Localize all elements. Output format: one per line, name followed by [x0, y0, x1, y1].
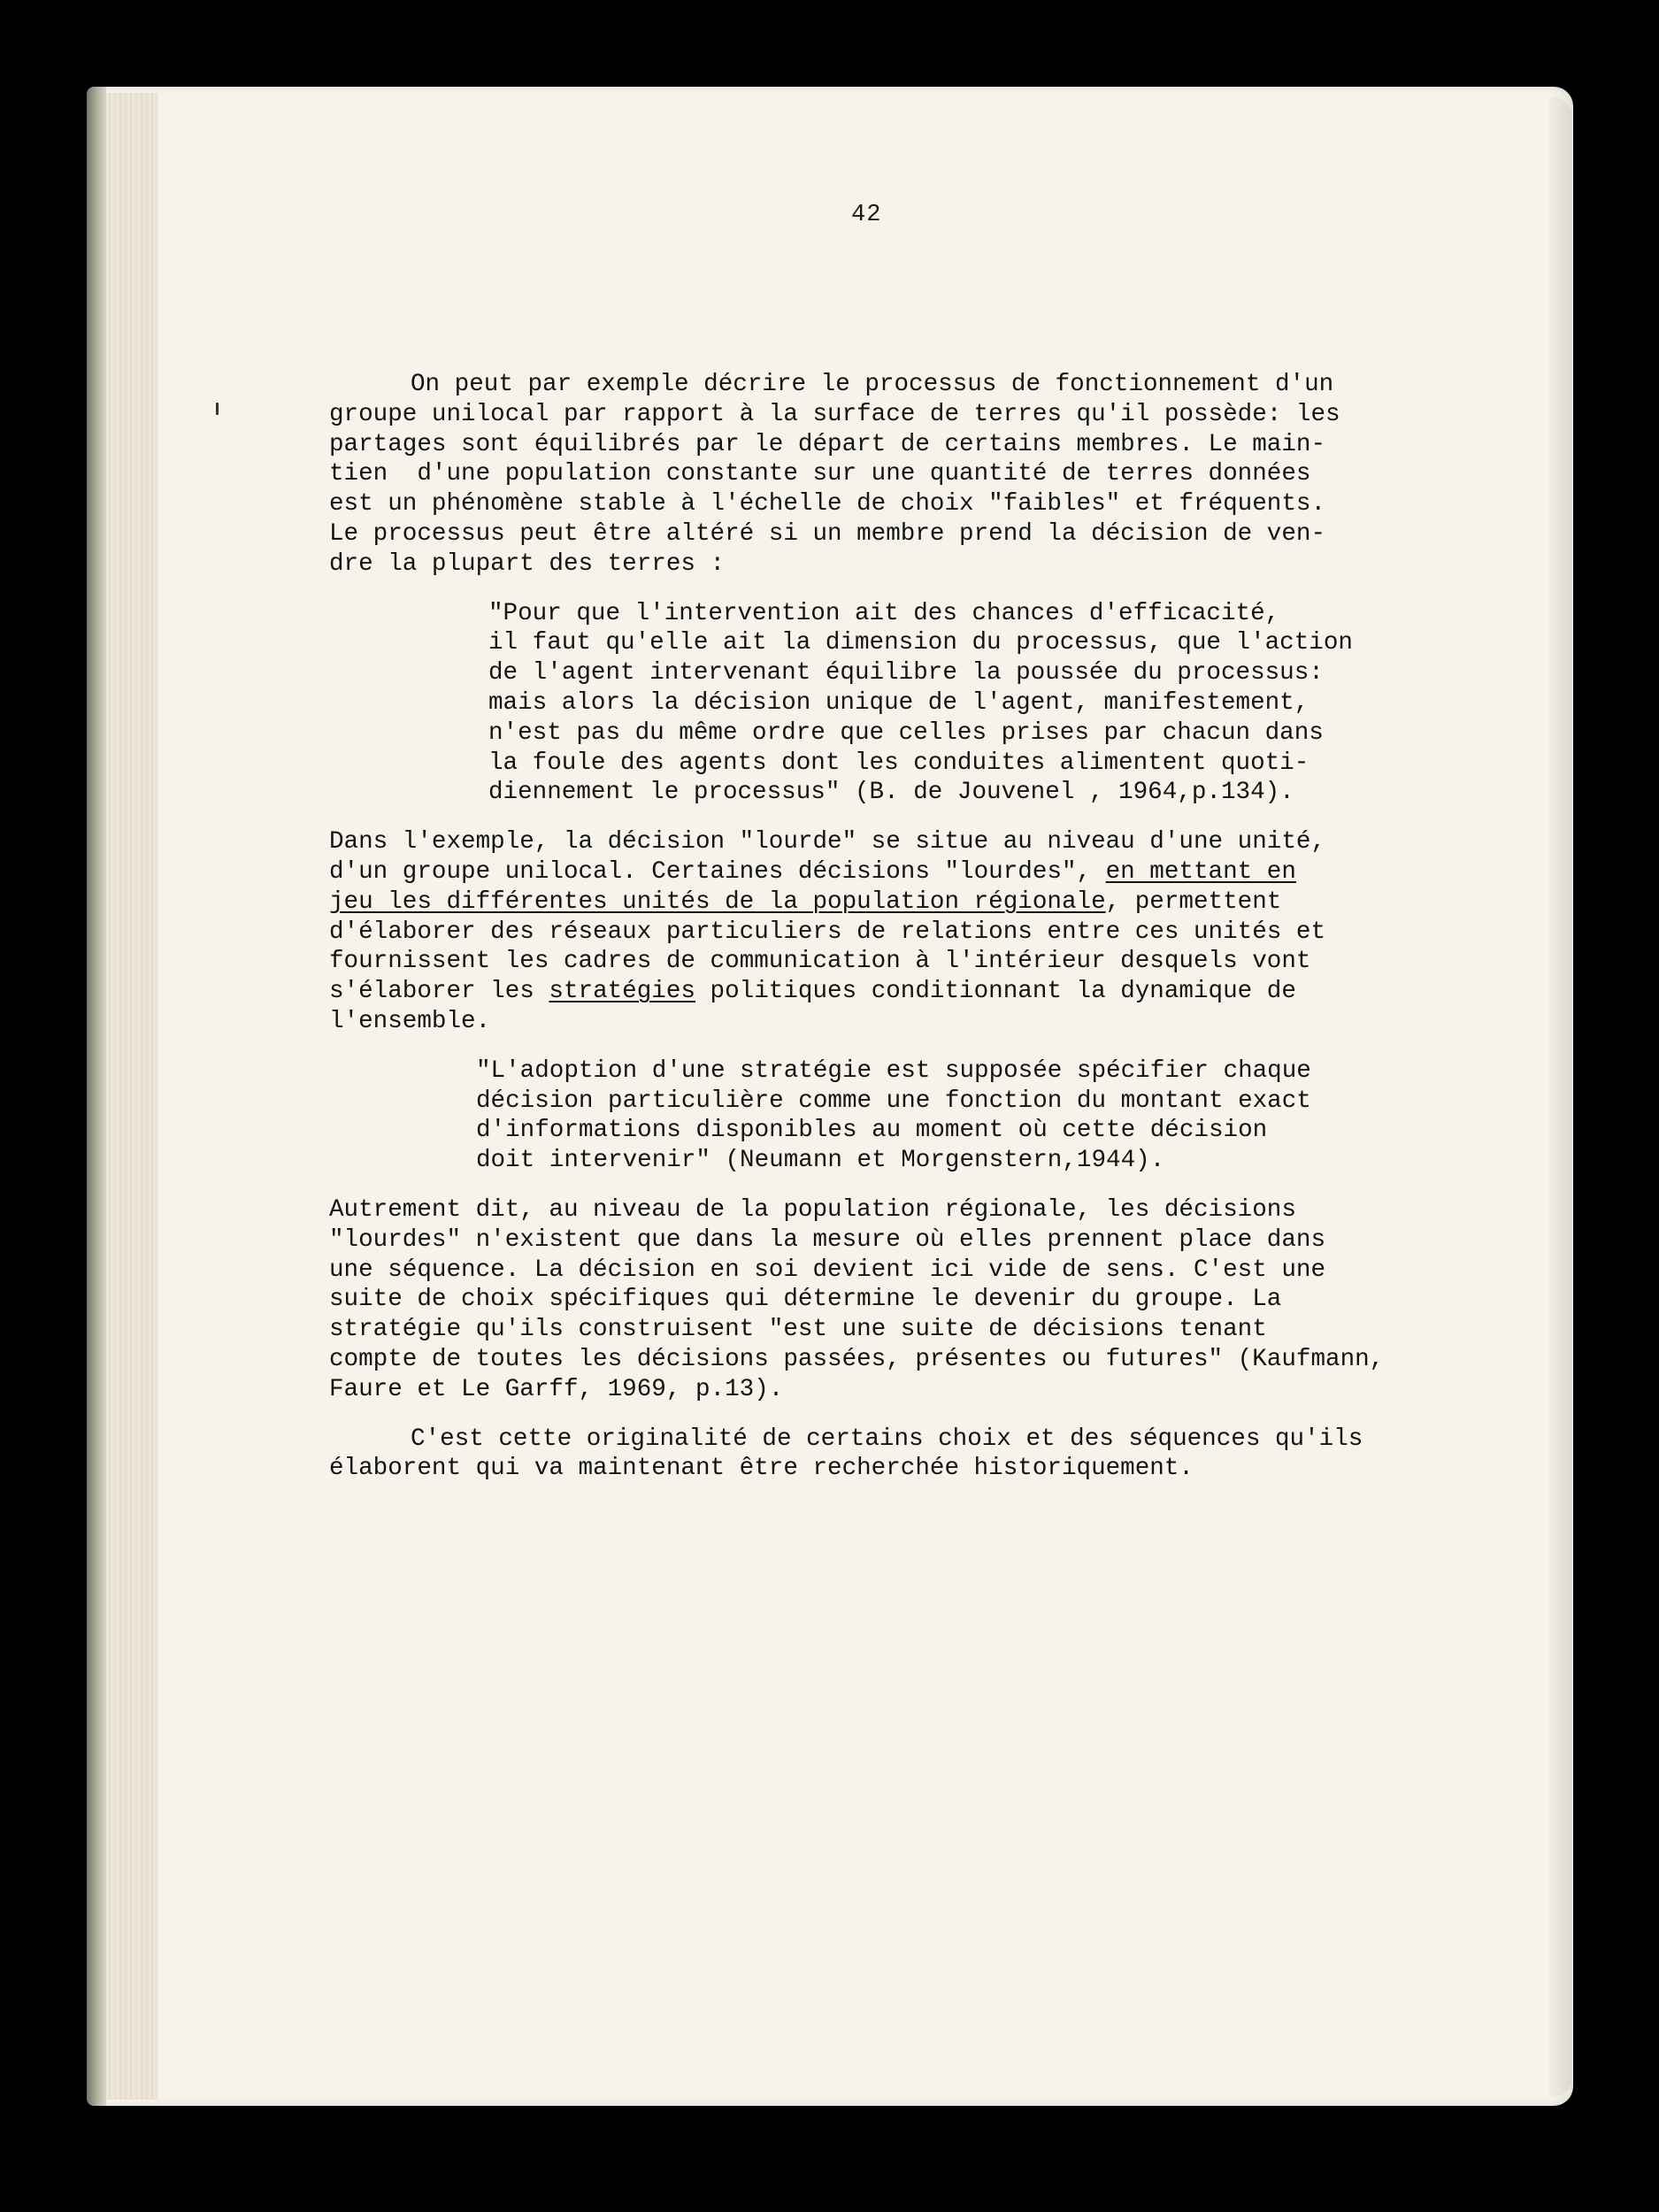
- paragraph-4: [329, 1425, 1471, 1485]
- text-line: dre la plupart des terres :: [329, 549, 726, 578]
- paragraph-3: [329, 1195, 1471, 1405]
- quote-line: "L'adoption d'une stratégie est supposée spécifier chaque: [476, 1056, 1311, 1085]
- underlined-word: stratégies: [549, 978, 695, 1006]
- quote-neumann: [329, 1056, 1471, 1176]
- underlined-phrase: en mettant en: [1105, 857, 1296, 886]
- text-line: élaborent qui va maintenant être recherchée historiquement.: [329, 1455, 1194, 1483]
- text-span: s'élaborer les: [329, 978, 549, 1006]
- text-line: Faure et Le Garff, 1969, p.13).: [329, 1375, 784, 1403]
- book-spine: [87, 87, 106, 2106]
- paragraph-2: [329, 827, 1471, 1037]
- text-line: une séquence. La décision en soi devient ici vide de sens. C'est une: [329, 1256, 1326, 1284]
- text-line: suite de choix spécifiques qui détermine le devenir du groupe. La: [329, 1286, 1282, 1314]
- text-line: [329, 977, 1471, 1007]
- page-stack-edge: [106, 93, 157, 2100]
- text-line: [329, 857, 1471, 887]
- quote-line: doit intervenir" (Neumann et Morgenstern,1944).: [476, 1147, 1165, 1175]
- quote-line: d'informations disponibles au moment où cette décision: [476, 1117, 1268, 1145]
- quote-line: décision particulière comme une fonction du montant exact: [476, 1087, 1311, 1115]
- paragraph-1: [329, 370, 1471, 580]
- quote-jouvenel: [329, 599, 1471, 809]
- text-line: d'élaborer des réseaux particuliers de relations entre ces unités et: [329, 918, 1326, 946]
- margin-mark: [216, 403, 219, 415]
- text-line: groupe unilocal par rapport à la surface de terres qu'il possède: les: [329, 400, 1340, 428]
- text-span: d'un groupe unilocal. Certaines décisions "lourdes",: [329, 857, 1106, 886]
- text-line: l'ensemble.: [329, 1007, 491, 1035]
- text-line: partages sont équilibrés par le départ de certains membres. Le main-: [329, 430, 1326, 458]
- quote-line: mais alors la décision unique de l'agent, manifestement,: [488, 688, 1310, 717]
- quote-line: "Pour que l'intervention ait des chances d'efficacité,: [488, 599, 1280, 627]
- text-line: compte de toutes les décisions passées, présentes ou futures" (Kaufmann,: [329, 1345, 1385, 1373]
- body-text: [329, 370, 1471, 1484]
- text-span: , permettent: [1105, 887, 1282, 916]
- text-line: Dans l'exemple, la décision "lourde" se situe au niveau d'une unité,: [329, 828, 1326, 856]
- quote-line: il faut qu'elle ait la dimension du processus, que l'action: [488, 629, 1353, 657]
- text-line: On peut par exemple décrire le processus de fonctionnement d'un: [411, 371, 1334, 398]
- text-line: Le processus peut être altéré si un membre prend la décision de ven-: [329, 519, 1326, 548]
- quote-line: diennement le processus" (B. de Jouvenel , 1964,p.134).: [488, 779, 1294, 807]
- page-right-edge: [1548, 97, 1571, 2097]
- text-line: C'est cette originalité de certains choix et des séquences qu'ils: [411, 1425, 1363, 1453]
- text-line: fournissent les cadres de communication à l'intérieur desquels vont: [329, 948, 1311, 976]
- quote-line: n'est pas du même ordre que celles prises par chacun dans: [488, 718, 1324, 747]
- text-line: tien d'une population constante sur une quantité de terres données: [329, 460, 1311, 488]
- page-number: 42: [851, 202, 882, 228]
- text-line: "lourdes" n'existent que dans la mesure où elles prennent place dans: [329, 1225, 1326, 1254]
- text-span: politiques conditionnant la dynamique de: [695, 978, 1296, 1006]
- text-line: [329, 887, 1471, 918]
- text-line: stratégie qu'ils construisent "est une suite de décisions tenant: [329, 1316, 1267, 1344]
- text-line: Autrement dit, au niveau de la population régionale, les décisions: [329, 1195, 1296, 1224]
- underlined-phrase: jeu les différentes unités de la population régionale: [329, 887, 1106, 916]
- quote-line: la foule des agents dont les conduites alimentent quoti-: [488, 749, 1310, 777]
- quote-line: de l'agent intervenant équilibre la poussée du processus:: [488, 659, 1324, 687]
- text-line: est un phénomène stable à l'échelle de choix "faibles" et fréquents.: [329, 490, 1326, 518]
